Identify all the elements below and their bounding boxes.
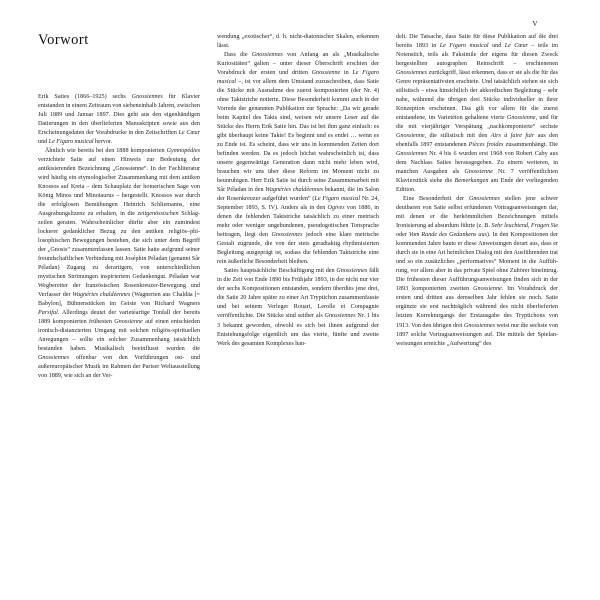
text-run: oder bbox=[396, 232, 409, 239]
text-column-2 bbox=[217, 33, 379, 592]
italic-run: Sehr leuchtend bbox=[491, 223, 528, 230]
italic-run: Gnossiennes bbox=[131, 93, 163, 100]
text-run: . Im Vorabdruck der ersten und dritten aus demselben Jahr fehlen sie noch. Satie ergänzte sie erst nachträglich während des nicht überlieferten letzten Korrekturgangs der Erstausgabe des Tryptichons von 1913. Von den übrigen drei bbox=[396, 286, 558, 329]
paragraph bbox=[38, 147, 200, 381]
italic-run: Bemerkungen bbox=[454, 178, 489, 185]
text-run: weist nur die sechste von 1897 solche Vortragsanweisungen auf. Die mittels der Spielanweisungen erreichte „Aufwertung“ des bbox=[396, 322, 558, 347]
text-run: , und für die mit vierjähriger Verspätung „nachkomponierte“ sechste bbox=[396, 115, 558, 131]
text-run: von 1886, in denen die fehlenden Taktstriche tatsächlich zu einer metrisch mehr oder weniger ungebundenen, pseudogotischen Tonsprache beitragen, liegt den bbox=[217, 205, 379, 239]
italic-run: Gnossienne bbox=[506, 115, 536, 122]
paragraph bbox=[217, 267, 379, 348]
italic-run: Parsifal bbox=[38, 310, 58, 317]
italic-run: Gnossiennes bbox=[396, 151, 428, 158]
italic-run: zeitgenössischen bbox=[137, 211, 179, 218]
text-column-1 bbox=[38, 33, 200, 592]
text-run: Saties hauptsächliche Beschäftigung mit den bbox=[224, 268, 337, 275]
folio-page-number: V bbox=[532, 20, 538, 28]
three-column-text-body bbox=[38, 33, 562, 592]
text-run: zusammenhängt. Die bbox=[503, 142, 558, 149]
text-run: stellen jene schwer deutbaren von Satie selbst erfundenen Vortragsanweisungen dar, mit denen er die herkömmlichen Bezeichnungen mittels Ironisierung ad absurdum führte (z. B. bbox=[396, 196, 558, 230]
italic-run: Le Figaro musical bbox=[439, 43, 489, 50]
italic-run: Le Figaro musical bbox=[314, 196, 361, 203]
italic-run: Airs à faire fuir bbox=[490, 133, 535, 140]
italic-run: Gnossienne bbox=[114, 319, 143, 326]
page-title: Vorwort bbox=[38, 32, 89, 48]
paragraph bbox=[217, 51, 379, 267]
text-run: Nr. 7 veröffentlichten Klavierstück siehe die bbox=[396, 169, 558, 185]
text-run: auf einen entschieden ironisch-distanzierten Umgang mit solchen religiös-spirituellen Anregungen – sollte ein solcher Zusammenhang tatsächlich bestanden haben. Musikalisch beeinflusst wurden die bbox=[38, 319, 200, 353]
italic-run: Wagnéries chaldéennes bbox=[265, 187, 324, 194]
italic-run: Gnossiennes bbox=[271, 232, 303, 239]
column-1-paragraphs bbox=[38, 93, 200, 382]
text-run: wendung „exotischer“, d. h. nicht-diatonischer Skalen, erkennen lässt. bbox=[217, 34, 379, 50]
italic-run: Gnossienne bbox=[396, 133, 425, 140]
italic-run: Le Figaro musical bbox=[217, 70, 380, 86]
text-run: Nr. 1 bis 3 bekannt geworden, obwohl es sich bei ihnen aufgrund der Entstehungsfolge eigentlich um das vierte, fünfte und zweite Werk des gesamten Komplexes han- bbox=[217, 313, 379, 347]
text-run: zurückgriff, lässt erkennen, dass er sie als die für das Genre repräsentativsten erachtete. Und tatsächlich stehen sie sich stilistisch – etwa hinsichtlich der akkordischen Begleitung – sehr nahe, während die übrigen drei Stücke individueller in ihrer Konzeption erscheinen. Das gilt vor allem für die zuerst entstandene, im Varietéton gehaltene vierte bbox=[396, 70, 558, 122]
italic-run: Gnossiennes bbox=[324, 313, 356, 320]
text-run: und bbox=[488, 43, 505, 50]
text-run: Erik Saties (1866–1925) sechs bbox=[38, 93, 132, 100]
text-run: und bbox=[38, 139, 49, 146]
text-run: Schlagzeilen geraten. Wahrscheinlicher dürfte aber ein zumindest lockerer gedanklicher Bezug zu den antiken religiös–philosophischen Bewegungen bestehen, die sich unter dem Begriff der „Gnosis“ zusammenfassen lassen. Satie hatte aufgrund seiner freundschaftlichen Verbindung mit Joséphin Péladan (genannt Sâr Péladan) Zugang zu derartigem, von unterschiedlichen mystischen Strömungen inspiriertem Gedankengut. Péladan war Wegbereiter der französischen Rosenkreuzer-Bewegung und Verfasser der bbox=[38, 211, 200, 299]
column-2-paragraphs bbox=[217, 33, 379, 349]
paragraph bbox=[396, 33, 558, 195]
text-run: Nr. 4 bis 6 wurden erst 1968 von Robert Caby aus dem Nachlass Saties herausgegeben. Zu einem weiteren, in manchen Ausgaben als bbox=[396, 151, 558, 176]
text-run: aus den ebenfalls 1897 entstandenen bbox=[396, 133, 558, 149]
italic-run: Gnossiennes bbox=[468, 196, 500, 203]
italic-run: Ogives bbox=[327, 205, 345, 212]
text-run: bekannt, die im Salon der Rosenkreuzer aufgeführt wurden“ ( bbox=[217, 187, 379, 203]
italic-run: Gnossiennes bbox=[396, 70, 428, 77]
text-run: für Klavier entstanden in einem Zeitraum von siebeneinhalb Jahren, zwischen Juli 1889 und Januar 1897. Dies geht aus den eigenhändigen Datierungen in den überlieferten Manuskripten sowie aus den Erscheinungsdaten der Vorabdrucke in den Zeitschriften bbox=[38, 93, 200, 136]
text-run: –, ist vor allem dem Umstand zuzuschreiben, dass Satie die Stücke mit Ausnahme des zuerst komponierten (der Nr. 4) ohne Taktstriche notierte. Diese Besonderheit kommt auch in der Vorrede der genannten Publikation zur Sprache: „Da wir gerade beim Kapitel des Takts sind, weisen wir unsere Leser auf die Stücke des Herrn Erik Satie hin. Das ist bei ihm ganz einfach: es gibt überhaupt keine Takte! Es beginnt und es endet … wenn es zu Ende ist. Es scheint, dass wir uns in kommenden Zeiten dort befinden werden. Da es jedoch höchst wahrscheinlich ist, dass unsere gegenwärtige Generation dann nicht mehr leben wird, brauchen wir uns über diese Reform im Moment nicht zu beunruhigen. Herr Erik Satie ist durch seine Zusammenarbeit mit Sâr Péladan in den bbox=[217, 79, 379, 194]
italic-run: Gnossienne bbox=[464, 169, 493, 176]
italic-run: Pièces froides bbox=[468, 142, 504, 149]
paragraph bbox=[217, 33, 379, 51]
italic-run: Gymnopédies bbox=[166, 148, 200, 155]
text-run: verzichtete Satie auf einen Hinweis zur Bedeutung der antikisierenden Bezeichnung „Gnossienne“. In der Fachliteratur wird häufig ein etymologischer Zusammenhang mit dem antiken Knossos auf Kreta – dem Schauplatz der homerischen Sage von König Minos und Minotaurus – hergestellt. Knossos war durch die erfolglosen Bemühungen Heinrich Schliemanns, eine Ausgrabungslizenz zu erhalten, in die bbox=[38, 157, 200, 218]
paragraph bbox=[396, 195, 558, 348]
italic-run: Le Cœur bbox=[178, 130, 200, 136]
text-column-3 bbox=[396, 33, 558, 592]
text-run: Nr. 24, September 1893, S. IV). Anders als in den bbox=[217, 196, 379, 212]
text-run: ). In den Kompositionen der kommenden Jahre baute er diese Anweisungen derart aus, dass er durch sie in eine Art heimlichen Dialog mit den Ausführenden trat und so ein zusätzliches „performatives“ Moment in die Aufführung, vor allem aber in das private Spiel ohne Zuhörer hineintrug. Die frühesten dieser Aufführungsanweisungen finden sich in der 1893 komponierten zweiten bbox=[396, 232, 558, 293]
text-run: jedoch eine klare metrische Gestalt zugrunde, die von der stets geradtaktig rhythmisierten Begleitung ausgeprägt ist, sodass die fehlenden Taktstriche eine rein äußerliche Besonderheit bleiben. bbox=[217, 232, 379, 266]
text-run: Ähnlich wie bereits bei den 1888 komponierten bbox=[45, 148, 167, 155]
text-run: delt. Die Tatsache, dass Satie für diese Publikation auf die drei bereits 1893 in bbox=[396, 34, 558, 50]
text-run: von Anfang an als „Musikalische Kuriositäten“ galten – unter dieser Überschrift erschien der Vorabdruck der ersten und dritten bbox=[217, 52, 379, 77]
text-run: , die stilistisch mit den bbox=[424, 133, 491, 140]
paragraph bbox=[38, 93, 200, 147]
text-run: offenbar von den Vorführungen ost- und außereuropäischer Musik im Rahmen der Pariser Weltausstellung von 1889, wie sich an der Ver- bbox=[38, 355, 200, 380]
italic-run: Gnossiennes bbox=[38, 355, 70, 362]
italic-run: Le Figaro musical bbox=[48, 139, 94, 146]
text-run: , bbox=[527, 223, 531, 230]
text-run: . Allerdings deutet der varietéartige Tonfall der bereits 1889 komponierten frühesten bbox=[38, 310, 200, 326]
text-run: Dass die bbox=[224, 52, 252, 59]
column-3-paragraphs bbox=[396, 33, 558, 349]
text-run: – teils im Notenstich, teils als Faksimile der eigens für diesen Zweck hergestellten autographen Reinschrift – erschienenen bbox=[396, 43, 558, 68]
italic-run: Gnossienne bbox=[311, 70, 341, 77]
italic-run: Gnossiennes bbox=[336, 268, 368, 275]
text-run: in bbox=[340, 70, 353, 77]
text-run: (Wagnerien aus Chaldäa [= Babylon], Bühnenstücken im Geiste von Richard Wagners bbox=[38, 292, 200, 308]
italic-run: Gnossienne bbox=[473, 286, 502, 293]
italic-run: Fragen Sie bbox=[530, 223, 559, 230]
text-run: fällt in die Zeit von Ende 1890 bis Frühjahr 1893, in der nicht nur vier der sechs Kompositionen entstanden, sondern überdies jene drei, die Satie 20 Jahre später zu einer Art Tryptichon zusammenfasste und bei seinem Verleger Rouart, Lerolle et Compagnie veröffentlichte. Die Stücke sind seither als bbox=[217, 268, 379, 320]
italic-run: Wagnéries chaldéennes bbox=[72, 292, 131, 299]
italic-run: Gnossiennes bbox=[464, 322, 496, 329]
italic-run: Vom Rande des Gedankens aus bbox=[408, 232, 487, 239]
text-run: Eine Besonderheit der bbox=[403, 196, 469, 203]
text-run: am Ende der vorliegenden Edition. bbox=[396, 178, 558, 194]
italic-run: Gnossiennes bbox=[251, 52, 283, 59]
italic-run: Le Cœur bbox=[504, 43, 528, 50]
text-run: hervor. bbox=[93, 139, 113, 146]
